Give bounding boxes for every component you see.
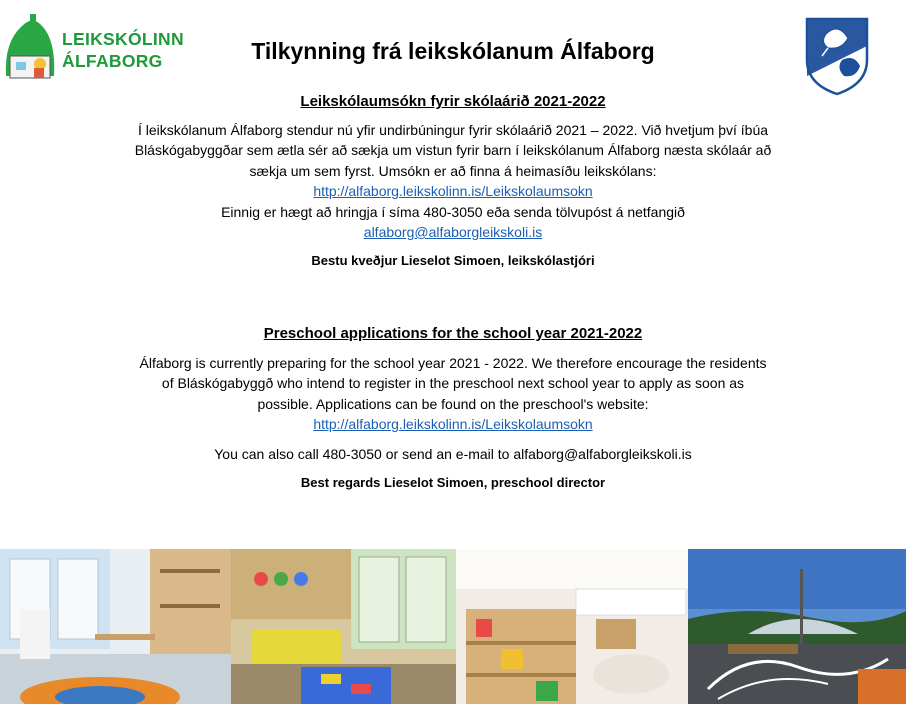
page-title: Tilkynning frá leikskólanum Álfaborg xyxy=(251,38,655,64)
english-section xyxy=(0,324,906,494)
photo-strip xyxy=(0,549,906,704)
icelandic-paragraph: Í leikskólanum Álfaborg stendur nú yfir undirbúningur fyrir skólaárið 2021 – 2022. Við hvetjum því íbúa Bláskógabyggðar sem ætla sér að sækja um vistun fyrir barn í leikskólanum Álfaborg næsta skólaár að sækja um sem fyrst. Umsókn er að finna á heimasíðu leikskólans: xyxy=(134,121,772,179)
icelandic-section xyxy=(0,92,906,271)
playground-photo xyxy=(688,549,906,704)
playroom-photo xyxy=(231,549,456,704)
english-paragraph: Álfaborg is currently preparing for the school year 2021 - 2022. We therefore encourage the residents of Bláskógabyggð who intend to register in the preschool next school year to apply as soon as possible. Applications can be found on the preschool's website: xyxy=(139,354,767,412)
logo-line-2: ÁLFABORG xyxy=(62,51,163,71)
icelandic-application-link[interactable]: http://alfaborg.leikskolinn.is/Leikskolaumsokn xyxy=(313,183,593,199)
english-heading: Preschool applications for the school year 2021-2022 xyxy=(263,325,643,342)
english-phone-line: You can also call 480-3050 or send an e-mail to alfaborg@alfaborgleikskoli.is xyxy=(214,445,692,462)
icelandic-email-link[interactable]: alfaborg@alfaborgleikskoli.is xyxy=(363,224,543,240)
classroom-photo xyxy=(0,549,231,704)
icelandic-heading: Leikskólaumsókn fyrir skólaárið 2021-2022 xyxy=(300,93,606,110)
icelandic-signoff: Bestu kveðjur Lieselot Simoen, leikskólastjóri xyxy=(311,252,595,268)
icelandic-phone-line: Einnig er hægt að hringja í síma 480-3050 eða senda tölvupóst á netfangið xyxy=(221,203,685,220)
english-application-link[interactable]: http://alfaborg.leikskolinn.is/Leikskolaumsokn xyxy=(313,416,593,432)
english-signoff: Best regards Lieselot Simoen, preschool director xyxy=(300,475,606,490)
logo-line-1: LEIKSKÓLINN xyxy=(62,29,184,49)
toy-shelves-photo xyxy=(456,549,688,704)
